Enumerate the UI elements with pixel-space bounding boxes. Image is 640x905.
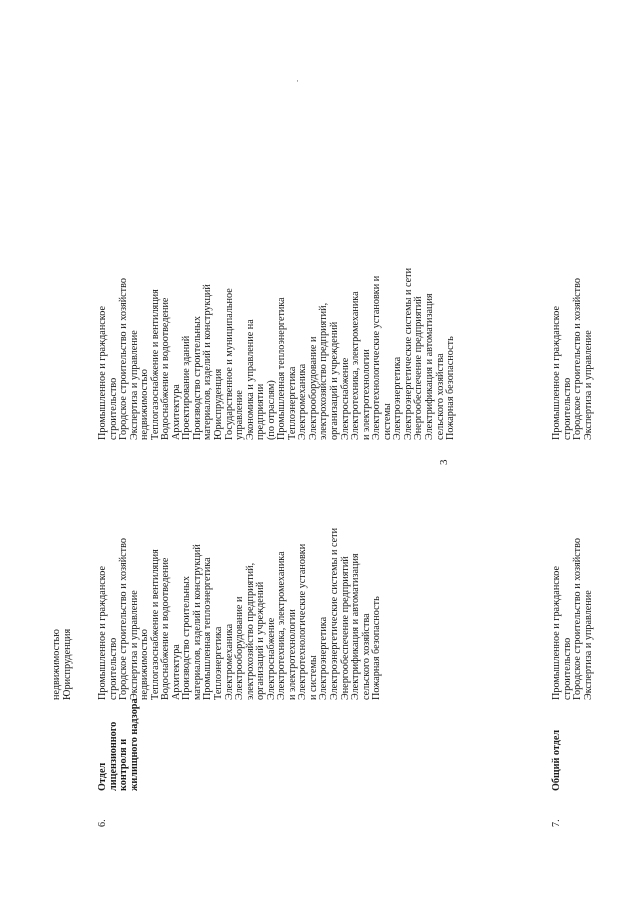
- continuation-cell: [52, 629, 73, 700]
- department-name: [98, 698, 140, 791]
- text-line: недвижимостью: [139, 629, 151, 700]
- text-line: Промышленное и гражданское: [97, 566, 108, 700]
- department-name: [552, 730, 563, 791]
- text-line: Электроснабжение: [339, 357, 351, 440]
- text-line: Архитектура: [170, 384, 182, 440]
- text-line: и электротехнологии: [286, 609, 298, 700]
- text-line: Проектирование зданий: [181, 335, 193, 440]
- text-line: строительство: [561, 377, 573, 440]
- text-line: Промышленная теплоэнергетика: [276, 297, 288, 440]
- specialties-column: [552, 278, 594, 440]
- text-line: электрохозяйство предприятий,: [318, 302, 330, 440]
- text-line: Электротехника, электромеханика: [276, 551, 288, 700]
- text-line: Электроснабжение: [265, 617, 277, 700]
- specialties-column: [98, 528, 383, 700]
- text-line: предприятии: [255, 383, 267, 440]
- text-line: электрохозяйство предприятий,: [244, 562, 256, 700]
- scan-speck: ·: [296, 76, 299, 86]
- text-line: Электроэнергетические системы и сети: [402, 267, 414, 440]
- text-line: Электроэнергетика: [318, 616, 330, 700]
- text-line: Водоснабжение и водоотведение: [160, 297, 172, 440]
- row-number: 7.: [551, 819, 562, 827]
- text-line: строительство: [561, 637, 573, 700]
- text-line: Теплогазоснабжение и вентиляция: [149, 549, 161, 700]
- text-line: жилищного надзора: [128, 698, 140, 791]
- text-line: Экспертиза и управление: [128, 330, 140, 440]
- text-line: Отдел: [97, 762, 108, 791]
- text-line: недвижимостью: [139, 369, 151, 440]
- text-line: и электротехнологии: [360, 349, 372, 440]
- text-line: Электротехнологические установки: [297, 543, 309, 700]
- text-line: Теплоэнергетика: [286, 366, 298, 440]
- text-line: Экспертиза и управление: [582, 590, 594, 700]
- text-line: лицензионного: [107, 721, 119, 791]
- text-line: строительство: [107, 377, 119, 440]
- continuation-line: Юриспруденция: [61, 628, 73, 700]
- text-line: Энергообеспечение предприятий: [339, 556, 351, 700]
- row-number: 6.: [97, 819, 108, 827]
- page-number: 3: [438, 459, 450, 465]
- text-line: управление: [234, 390, 246, 440]
- text-line: Экспертиза и управление: [128, 590, 140, 700]
- text-line: Электрификация и автоматизация: [350, 553, 362, 700]
- continuation-line: недвижимостью: [51, 629, 62, 700]
- specialties-column: [552, 538, 594, 700]
- text-line: Городское строительство и хозяйство: [118, 278, 130, 440]
- text-line: системы: [381, 403, 393, 440]
- text-line: Городское строительство и хозяйство: [572, 278, 584, 440]
- text-line: Городское строительство и хозяйство: [572, 538, 584, 700]
- text-line: организаций и учреждений: [329, 321, 341, 440]
- text-line: Экономика и управление на: [244, 319, 256, 440]
- text-line: Электроэнергетика: [392, 356, 404, 440]
- text-line: Пожарная безопасность: [445, 336, 457, 440]
- text-line: Электроэнергетические системы и сети: [329, 527, 341, 700]
- text-line: Электромеханика: [297, 363, 309, 440]
- text-line: Государственное и муниципальное: [223, 288, 235, 440]
- text-line: Водоснабжение и водоотведение: [160, 557, 172, 700]
- text-line: сельского хозяйства: [360, 613, 372, 700]
- text-line: Электромеханика: [223, 623, 235, 700]
- text-line: Электротехника, электромеханика: [350, 291, 362, 440]
- text-line: строительство: [107, 637, 119, 700]
- text-line: Производство строительных: [181, 576, 193, 700]
- document-table: [52, 0, 640, 905]
- text-line: Электротехнологические установки и: [371, 275, 383, 440]
- text-line: Городское строительство и хозяйство: [118, 538, 130, 700]
- text-line: Электрификация и автоматизация: [423, 293, 435, 440]
- text-line: Архитектура: [170, 644, 182, 700]
- text-line: Общий отдел: [551, 729, 562, 791]
- text-line: сельского хозяйства: [434, 353, 446, 440]
- text-line: Электрооборудование и: [234, 596, 246, 700]
- text-line: материалов, изделий и конструкций: [191, 544, 203, 700]
- text-line: Экспертиза и управление: [582, 330, 594, 440]
- text-line: организаций и учреждений: [255, 581, 267, 700]
- specialties-column: [98, 268, 457, 440]
- text-line: Теплогазоснабжение и вентиляция: [149, 289, 161, 440]
- text-line: Промышленное и гражданское: [551, 306, 562, 440]
- text-line: Электрооборудование и: [307, 336, 319, 440]
- text-line: материалов, изделий и конструкций: [202, 284, 214, 440]
- text-line: Пожарная безопасность: [371, 596, 383, 700]
- text-line: Промышленное и гражданское: [97, 306, 108, 440]
- text-line: контроля и: [118, 738, 130, 791]
- text-line: Промышленная теплоэнергетика: [202, 557, 214, 700]
- text-line: и системы: [307, 655, 319, 700]
- text-line: Энергообеспечение предприятий: [413, 296, 425, 440]
- text-line: (по отраслям): [265, 380, 277, 440]
- text-line: Производство строительных: [191, 316, 203, 440]
- text-line: Промышленное и гражданское: [551, 566, 562, 700]
- text-line: Теплоэнергетика: [213, 626, 225, 700]
- text-line: Юриспруденция: [213, 368, 225, 440]
